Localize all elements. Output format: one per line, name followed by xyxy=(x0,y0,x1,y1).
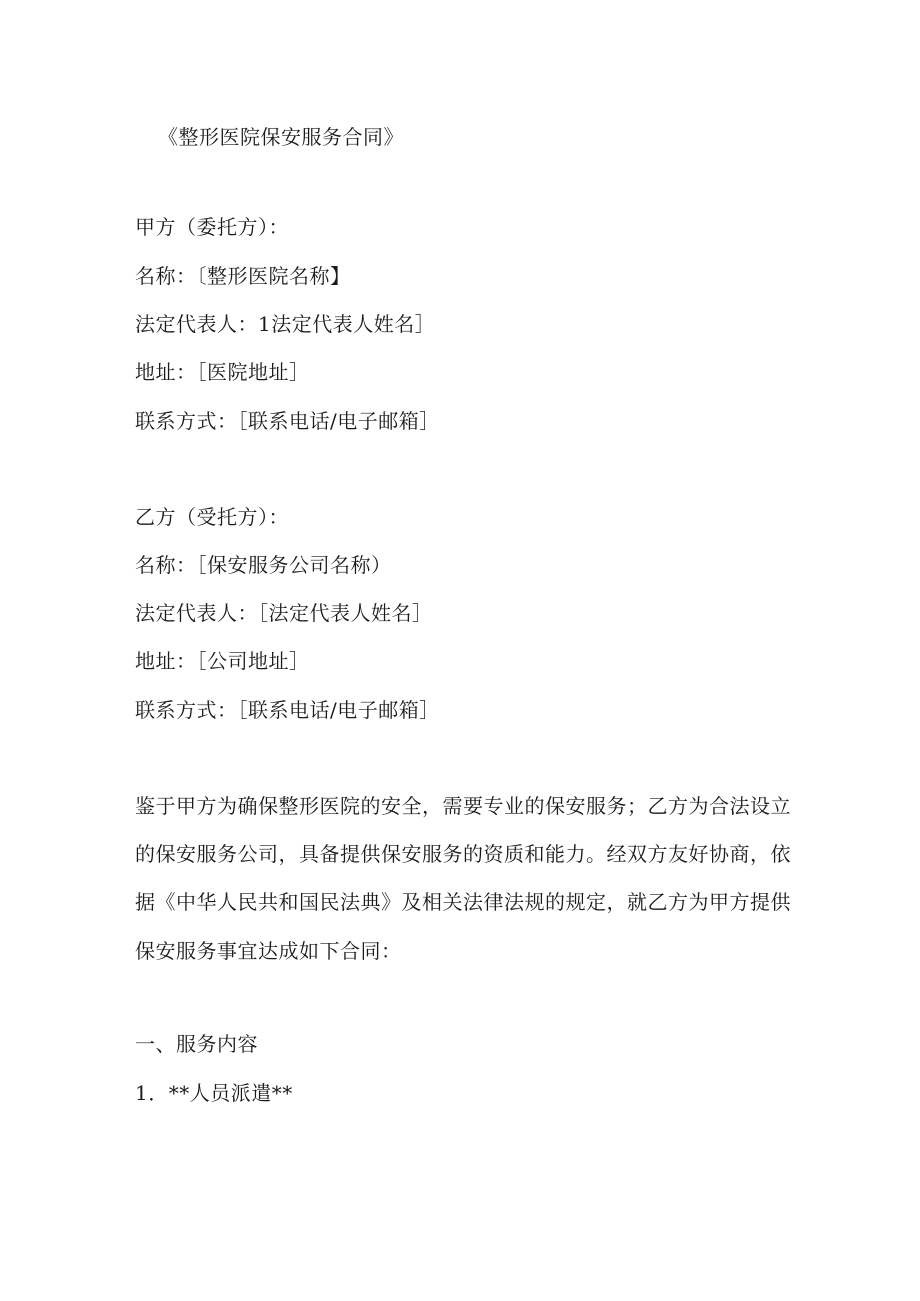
section-1-heading: 一、服务内容 xyxy=(135,1032,258,1056)
party-a-name: 名称：〔整形医院名称】 xyxy=(135,264,351,288)
preamble-line-3: 据《中华人民共和国民法典》及相关法律法规的规定，就乙方为甲方提供 xyxy=(135,890,791,914)
party-b-heading: 乙方（受托方）： xyxy=(135,505,289,529)
party-a-representative: 法定代表人：1法定代表人姓名］ xyxy=(135,312,436,336)
party-a-contact: 联系方式：［联系电话/电子邮箱］ xyxy=(135,409,440,433)
party-b-address: 地址：［公司地址］ xyxy=(135,649,310,673)
preamble-line-1: 鉴于甲方为确保整形医院的安全，需要专业的保安服务；乙方为合法设立 xyxy=(135,794,791,818)
document-title: 《整形医院保安服务合同》 xyxy=(158,125,404,149)
party-b-representative: 法定代表人：［法定代表人姓名］ xyxy=(135,601,433,625)
preamble-line-2: 的保安服务公司，具备提供保安服务的资质和能力。经双方友好协商，依 xyxy=(135,842,791,866)
preamble-line-4: 保安服务事宜达成如下合同： xyxy=(135,939,402,963)
section-1-item-1: 1．**人员派遣** xyxy=(135,1081,293,1105)
party-b-contact: 联系方式：［联系电话/电子邮箱］ xyxy=(135,698,440,722)
party-b-name: 名称：［保安服务公司名称） xyxy=(135,553,392,577)
party-a-address: 地址：［医院地址］ xyxy=(135,360,310,384)
party-a-heading: 甲方（委托方）： xyxy=(135,215,289,239)
